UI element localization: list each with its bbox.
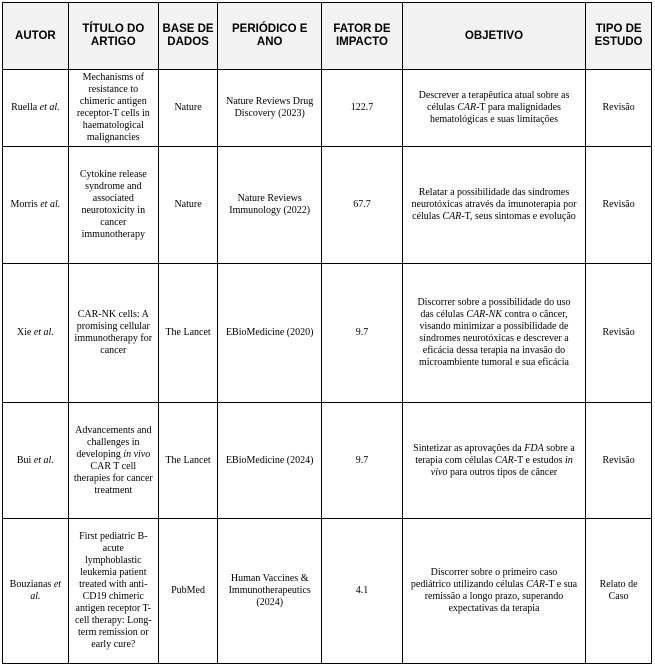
cell-objetivo	[402, 519, 585, 664]
cell-periodico: Nature Reviews Immunology (2022)	[218, 147, 322, 264]
table-row	[3, 264, 652, 403]
cell-titulo: First pediatric B-acute lymphoblastic leukemia patient treated with anti-CD19 chimeric antigen receptor T-cell therapy: Long-term remission or early cure?	[68, 519, 158, 664]
cell-titulo	[68, 403, 158, 519]
author-name: Xie	[16, 327, 32, 338]
objetivo-italic: in vivo	[430, 454, 573, 478]
objetivo-text: Descrever a terapêutica atual sobre as células	[418, 90, 570, 113]
titulo-text: Advancements and challenges in developing	[75, 424, 152, 460]
cell-tipo: Revisão	[586, 147, 652, 264]
cell-autor	[3, 264, 69, 403]
author-etal: et al.	[33, 327, 54, 338]
table-row	[3, 70, 652, 147]
cell-fator: 9.7	[322, 403, 403, 519]
header-fator: FATOR DE IMPACTO	[322, 3, 403, 70]
table-row	[3, 403, 652, 519]
author-name: Bouzianas	[9, 579, 52, 590]
objetivo-text: -T e sua remissão a longo prazo, superando expectativas da terapia	[424, 579, 578, 614]
objetivo-italic: CAR	[494, 454, 514, 466]
cell-objetivo	[402, 147, 585, 264]
cell-autor	[3, 70, 69, 147]
cell-objetivo	[402, 403, 585, 519]
cell-periodico: EBioMedicine (2020)	[218, 264, 322, 403]
cell-base: PubMed	[158, 519, 217, 664]
header-titulo: TÍTULO DO ARTIGO	[68, 3, 158, 70]
objetivo-text: contra o câncer, visando minimizar a possibilidade de síndromes neurotóxicas e descrever a eficácia dessa terapia na invasão do microambiente tumoral e sua eficácia	[419, 309, 569, 368]
header-autor: AUTOR	[3, 3, 69, 70]
objetivo-text: -T e estudos	[513, 454, 565, 466]
author-etal: et al.	[33, 454, 54, 466]
author-etal: et al.	[39, 102, 60, 113]
author-name: Bui	[16, 454, 32, 466]
cell-base: Nature	[158, 147, 217, 264]
cell-tipo: Revisão	[586, 70, 652, 147]
objetivo-text: para outros tipos de câncer	[447, 466, 558, 478]
cell-fator: 122.7	[322, 70, 403, 147]
studies-table-container	[2, 2, 652, 664]
cell-tipo: Revisão	[586, 264, 652, 403]
cell-titulo: Cytokine release syndrome and associated neurotoxicity in cancer immunotherapy	[68, 147, 158, 264]
cell-tipo: Revisão	[586, 403, 652, 519]
header-periodico: PERIÓDICO E ANO	[218, 3, 322, 70]
cell-periodico: Human Vaccines & Immunotherapeutics (2024)	[218, 519, 322, 664]
titulo-italic: in vivo	[123, 448, 151, 460]
author-name: Ruella	[11, 102, 38, 113]
cell-base: Nature	[158, 70, 217, 147]
table-header-row	[3, 3, 652, 70]
cell-fator: 67.7	[322, 147, 403, 264]
cell-titulo: CAR-NK cells: A promising cellular immunotherapy for cancer	[68, 264, 158, 403]
cell-objetivo	[402, 70, 585, 147]
objetivo-italic: CAR	[526, 579, 546, 590]
objetivo-text: Discorrer sobre a possibilidade do uso das células	[417, 297, 571, 320]
cell-fator: 4.1	[322, 519, 403, 664]
objetivo-text: -T para malignidades hematológicas e suas limitações	[429, 102, 561, 125]
cell-titulo: Mechanisms of resistance to chimeric antigen receptor-T cells in haematological malignancies	[68, 70, 158, 147]
objetivo-italic: CAR	[442, 211, 462, 222]
header-base: BASE DE DADOS	[158, 3, 217, 70]
author-etal: et al.	[30, 579, 62, 602]
cell-objetivo	[402, 264, 585, 403]
cell-autor	[3, 519, 69, 664]
header-tipo: TIPO DE ESTUDO	[586, 3, 652, 70]
cell-autor	[3, 147, 69, 264]
cell-tipo: Relato de Caso	[586, 519, 652, 664]
header-objetivo: OBJETIVO	[402, 3, 585, 70]
objetivo-text: Sintetizar as aprovações da	[413, 442, 525, 454]
cell-autor	[3, 403, 69, 519]
objetivo-text: -T, seus sintomas e evolução	[461, 211, 576, 222]
titulo-text: CAR T cell therapies for cancer treatment	[73, 460, 153, 496]
cell-base: The Lancet	[158, 264, 217, 403]
author-name: Morris	[10, 199, 38, 210]
objetivo-text: Relatar a possibilidade das síndromes neurotóxicas através da imunoterapia por células	[411, 187, 577, 222]
table-row	[3, 147, 652, 264]
cell-base: The Lancet	[158, 403, 217, 519]
cell-fator: 9.7	[322, 264, 403, 403]
objetivo-italic: FDA	[524, 442, 544, 454]
cell-periodico: Nature Reviews Drug Discovery (2023)	[218, 70, 322, 147]
objetivo-text: sobre a terapia com células	[415, 442, 575, 466]
cell-periodico: EBioMedicine (2024)	[218, 403, 322, 519]
studies-table	[2, 2, 652, 664]
author-etal: et al.	[40, 199, 61, 210]
table-row	[3, 519, 652, 664]
objetivo-text: Discorrer sobre o primeiro caso pediátrico utilizando células	[410, 567, 558, 590]
objetivo-italic: CAR	[457, 102, 477, 113]
objetivo-italic: CAR-NK	[466, 309, 502, 320]
